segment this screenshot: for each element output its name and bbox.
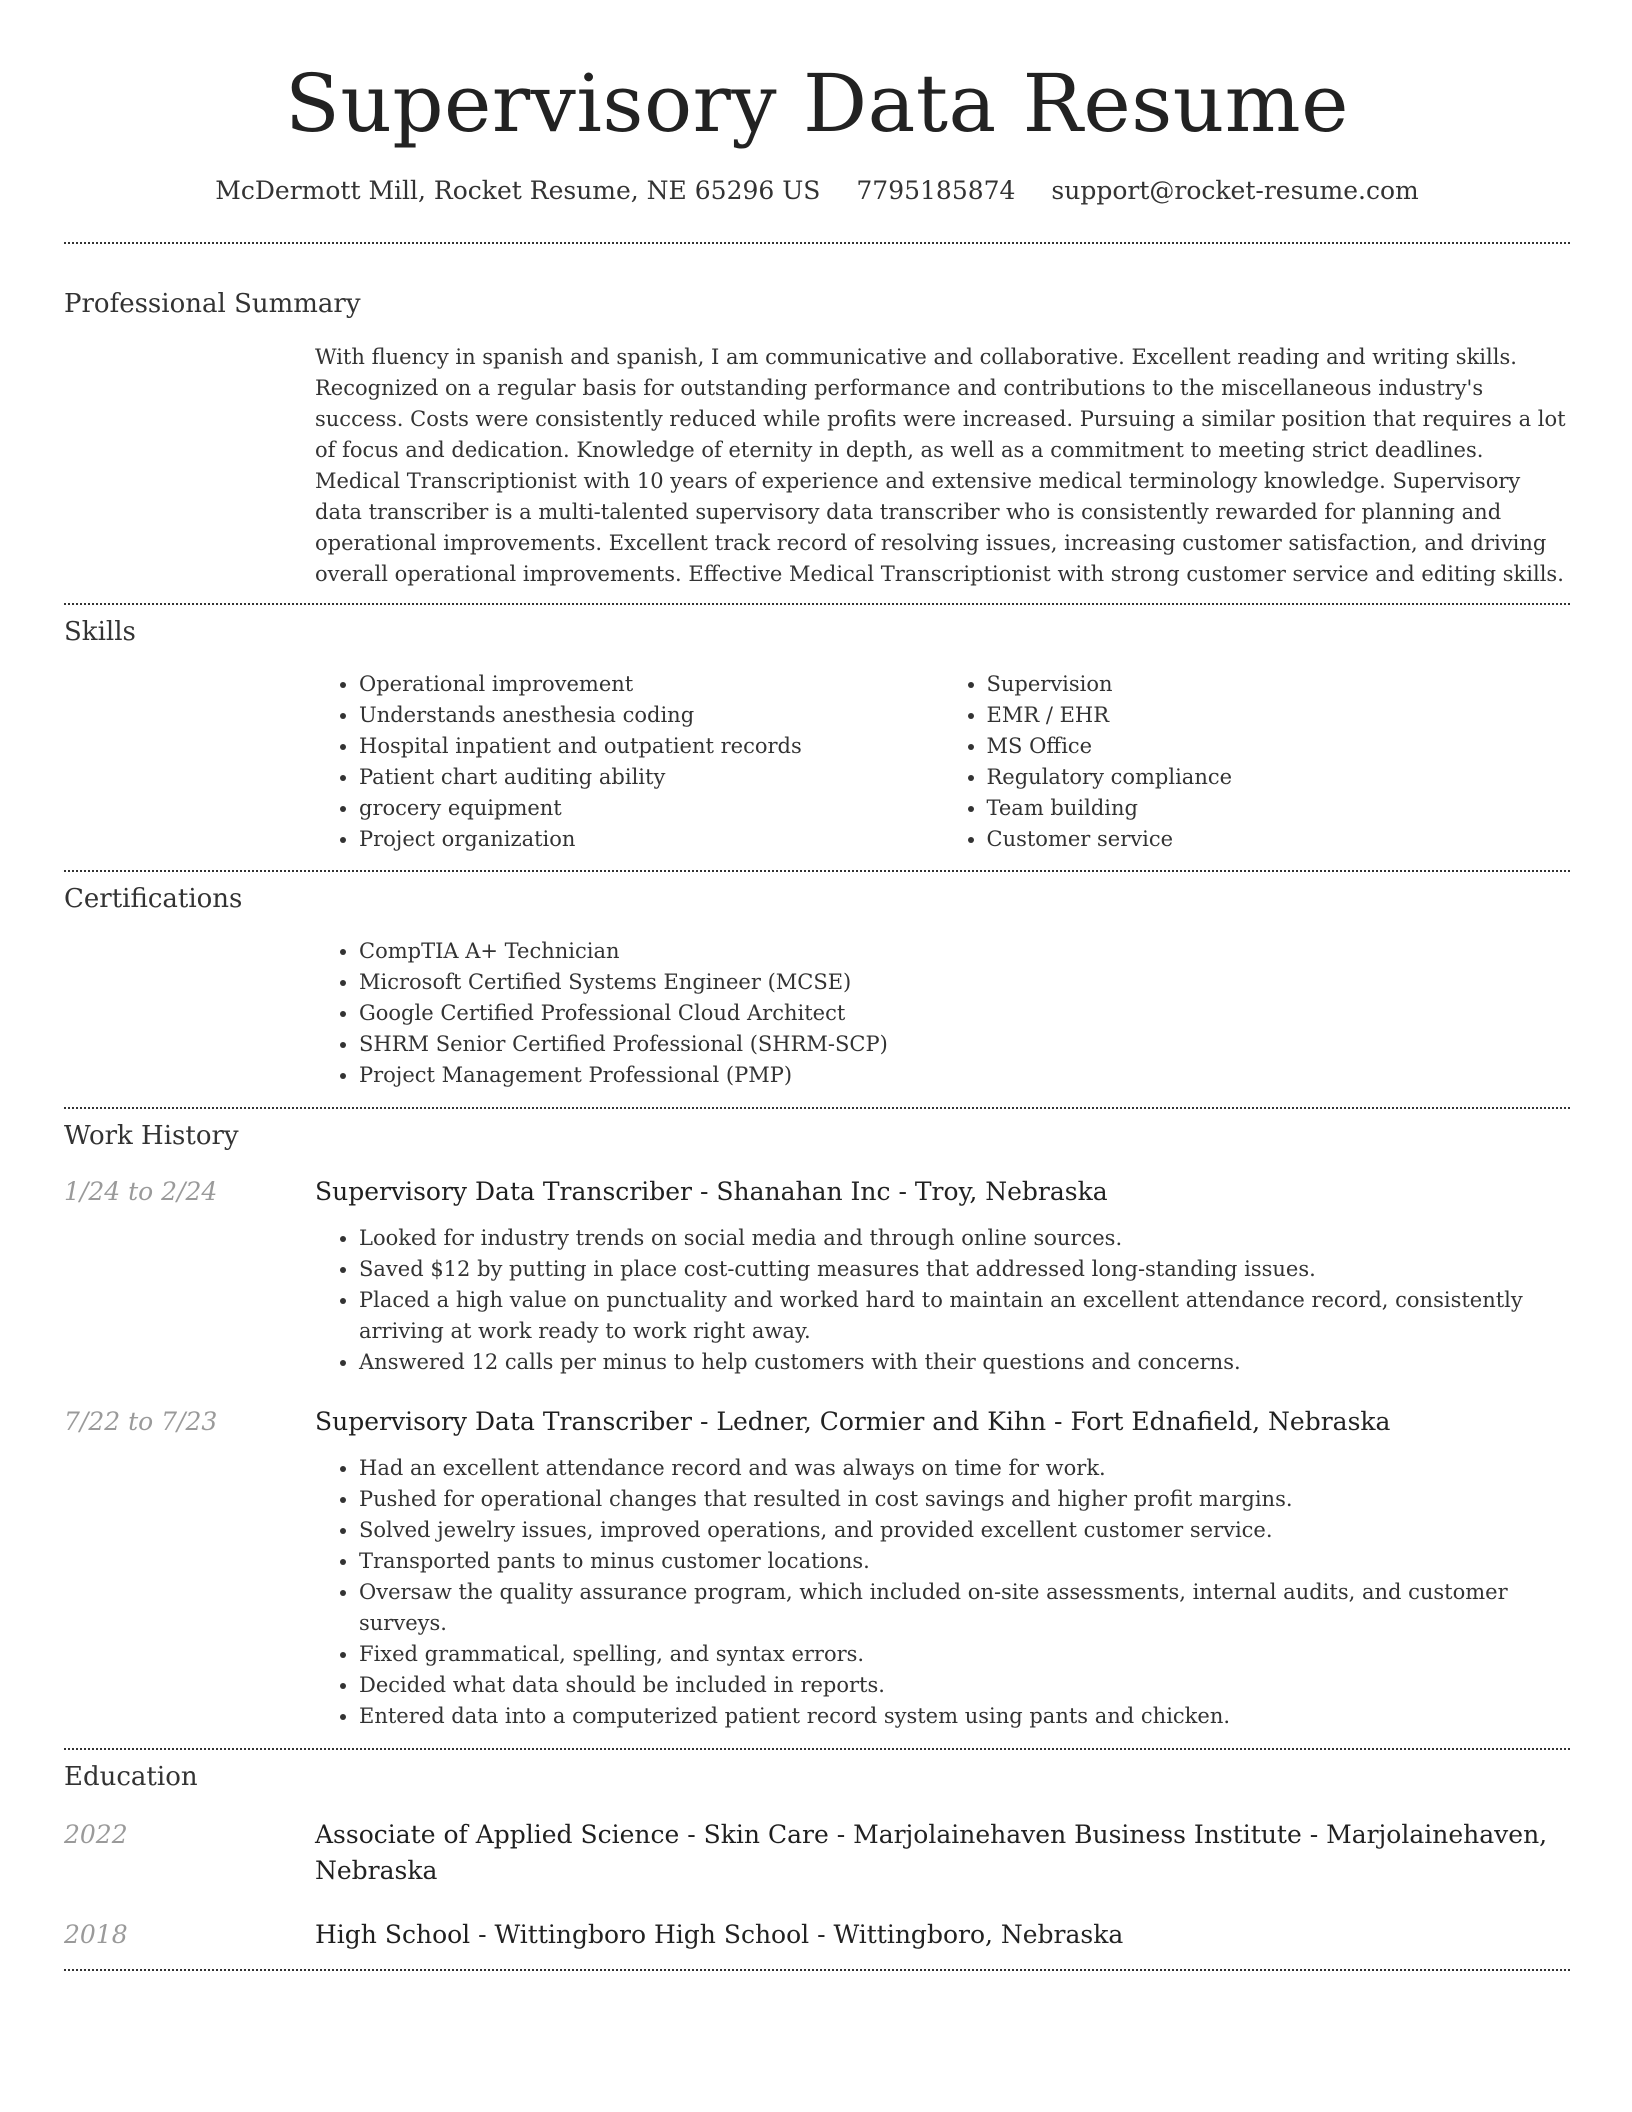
contact-line	[64, 174, 1570, 208]
job-bullets	[315, 1223, 1570, 1378]
education-year: 2018	[64, 1920, 128, 1949]
job-dates: 7/22 to 7/23	[64, 1407, 218, 1436]
list-item: • Solved jewelry issues, improved operations, and provided excellent customer service.	[359, 1515, 1570, 1546]
list-item: • Entered data into a computerized patient record system using pants and chicken.	[359, 1701, 1570, 1732]
skills-grid	[315, 669, 1570, 855]
work-history-heading: Work History	[64, 1121, 239, 1151]
list-item: • Hospital inpatient and outpatient records	[359, 731, 943, 762]
list-item: • Operational improvement	[359, 669, 943, 700]
education-details: - Marjolainehaven Business Institute - Marjolainehaven, Nebraska	[315, 1820, 1548, 1885]
education-heading-line	[315, 1817, 1570, 1889]
list-item: • Transported pants to minus customer locations.	[359, 1546, 1570, 1577]
list-item: • Fixed grammatical, spelling, and syntax errors.	[359, 1639, 1570, 1670]
work-history-section	[64, 1118, 1570, 1732]
summary-heading: Professional Summary	[64, 289, 361, 319]
list-item: • Decided what data should be included in reports.	[359, 1670, 1570, 1701]
job-entry	[64, 1174, 1570, 1378]
skills-list-left	[315, 669, 943, 855]
list-item: • Microsoft Certified Systems Engineer (MCSE)	[359, 967, 1570, 998]
education-degree: High School	[315, 1920, 471, 1949]
list-item: • grocery equipment	[359, 793, 943, 824]
list-item: • Looked for industry trends on social media and through online sources.	[359, 1223, 1570, 1254]
education-degree: Associate of Applied Science - Skin Care	[315, 1820, 829, 1849]
certifications-list	[315, 936, 1570, 1091]
list-item: • Pushed for operational changes that resulted in cost savings and higher profit margins.	[359, 1484, 1570, 1515]
list-item: • Oversaw the quality assurance program, which included on-site assessments, internal audits, and customer surveys.	[359, 1577, 1570, 1639]
skills-section	[64, 614, 1570, 855]
education-year: 2022	[64, 1820, 128, 1849]
list-item: • SHRM Senior Certified Professional (SHRM-SCP)	[359, 1029, 1570, 1060]
contact-address: McDermott Mill, Rocket Resume, NE 65296 US	[215, 176, 821, 205]
list-item: • Google Certified Professional Cloud Architect	[359, 998, 1570, 1029]
job-details: - Shanahan Inc - Troy, Nebraska	[692, 1177, 1108, 1206]
list-item: • Patient chart auditing ability	[359, 762, 943, 793]
skills-heading: Skills	[64, 617, 136, 647]
list-item: • Project organization	[359, 824, 943, 855]
job-heading	[315, 1174, 1570, 1210]
list-item: • Had an excellent attendance record and was always on time for work.	[359, 1453, 1570, 1484]
education-details: - Wittingboro High School - Wittingboro, Nebraska	[470, 1920, 1124, 1949]
list-item: • CompTIA A+ Technician	[359, 936, 1570, 967]
list-item: • EMR / EHR	[987, 700, 1571, 731]
list-item: • Answered 12 calls per minus to help customers with their questions and concerns.	[359, 1347, 1570, 1378]
list-item: • Placed a high value on punctuality and worked hard to maintain an excellent attendance record, consistently arriving at work ready to work right away.	[359, 1285, 1570, 1347]
list-item: • Regulatory compliance	[987, 762, 1571, 793]
job-title: Supervisory Data Transcriber	[315, 1407, 693, 1436]
job-details: - Ledner, Cormier and Kihn - Fort Ednafield, Nebraska	[692, 1407, 1391, 1436]
list-item: • Project Management Professional (PMP)	[359, 1060, 1570, 1091]
list-item: • Saved $12 by putting in place cost-cutting measures that addressed long-standing issues.	[359, 1254, 1570, 1285]
job-heading	[315, 1404, 1570, 1440]
list-item: • Understands anesthesia coding	[359, 700, 943, 731]
skills-list-right	[943, 669, 1571, 855]
job-bullets	[315, 1453, 1570, 1732]
list-item: • Team building	[987, 793, 1571, 824]
divider	[64, 242, 1570, 244]
education-entry	[64, 1817, 1570, 1889]
resume-title: Supervisory Data Resume	[285, 57, 1349, 150]
job-title: Supervisory Data Transcriber	[315, 1177, 693, 1206]
summary-section	[64, 286, 1570, 590]
summary-text: With fluency in spanish and spanish, I am communicative and collaborative. Excellent reading and writing skills. Recognized on a regular basis for outstanding performance and contributions to the miscellaneous industry's success. Costs were consistently reduced while profits were increased. Pursuing a similar position that requires a lot of focus and dedication. Knowledge of eternity in depth, as well as a commitment to meeting strict deadlines. Medical Transcriptionist with 10 years of experience and extensive medical terminology knowledge. Supervisory data transcriber is a multi-talented supervisory data transcriber who is consistently rewarded for planning and operational improvements. Excellent track record of resolving issues, increasing customer satisfaction, and driving overall operational improvements. Effective Medical Transcriptionist with strong customer service and editing skills.	[315, 345, 1566, 586]
job-entry	[64, 1404, 1570, 1732]
list-item: • Supervision	[987, 669, 1571, 700]
list-item: • MS Office	[987, 731, 1571, 762]
contact-email: support@rocket-resume.com	[1051, 176, 1419, 205]
education-entry	[64, 1917, 1570, 1953]
list-item: • Customer service	[987, 824, 1571, 855]
contact-phone: 7795185874	[856, 176, 1016, 205]
education-heading-line	[315, 1917, 1570, 1953]
education-heading: Education	[64, 1762, 198, 1792]
job-dates: 1/24 to 2/24	[64, 1177, 218, 1206]
resume-page	[64, 0, 1570, 1971]
education-section	[64, 1759, 1570, 1953]
divider	[64, 1748, 1570, 1750]
divider	[64, 1107, 1570, 1109]
divider	[64, 603, 1570, 605]
certifications-section	[64, 881, 1570, 1091]
divider	[64, 870, 1570, 872]
certifications-heading: Certifications	[64, 884, 243, 914]
divider	[64, 1969, 1570, 1971]
